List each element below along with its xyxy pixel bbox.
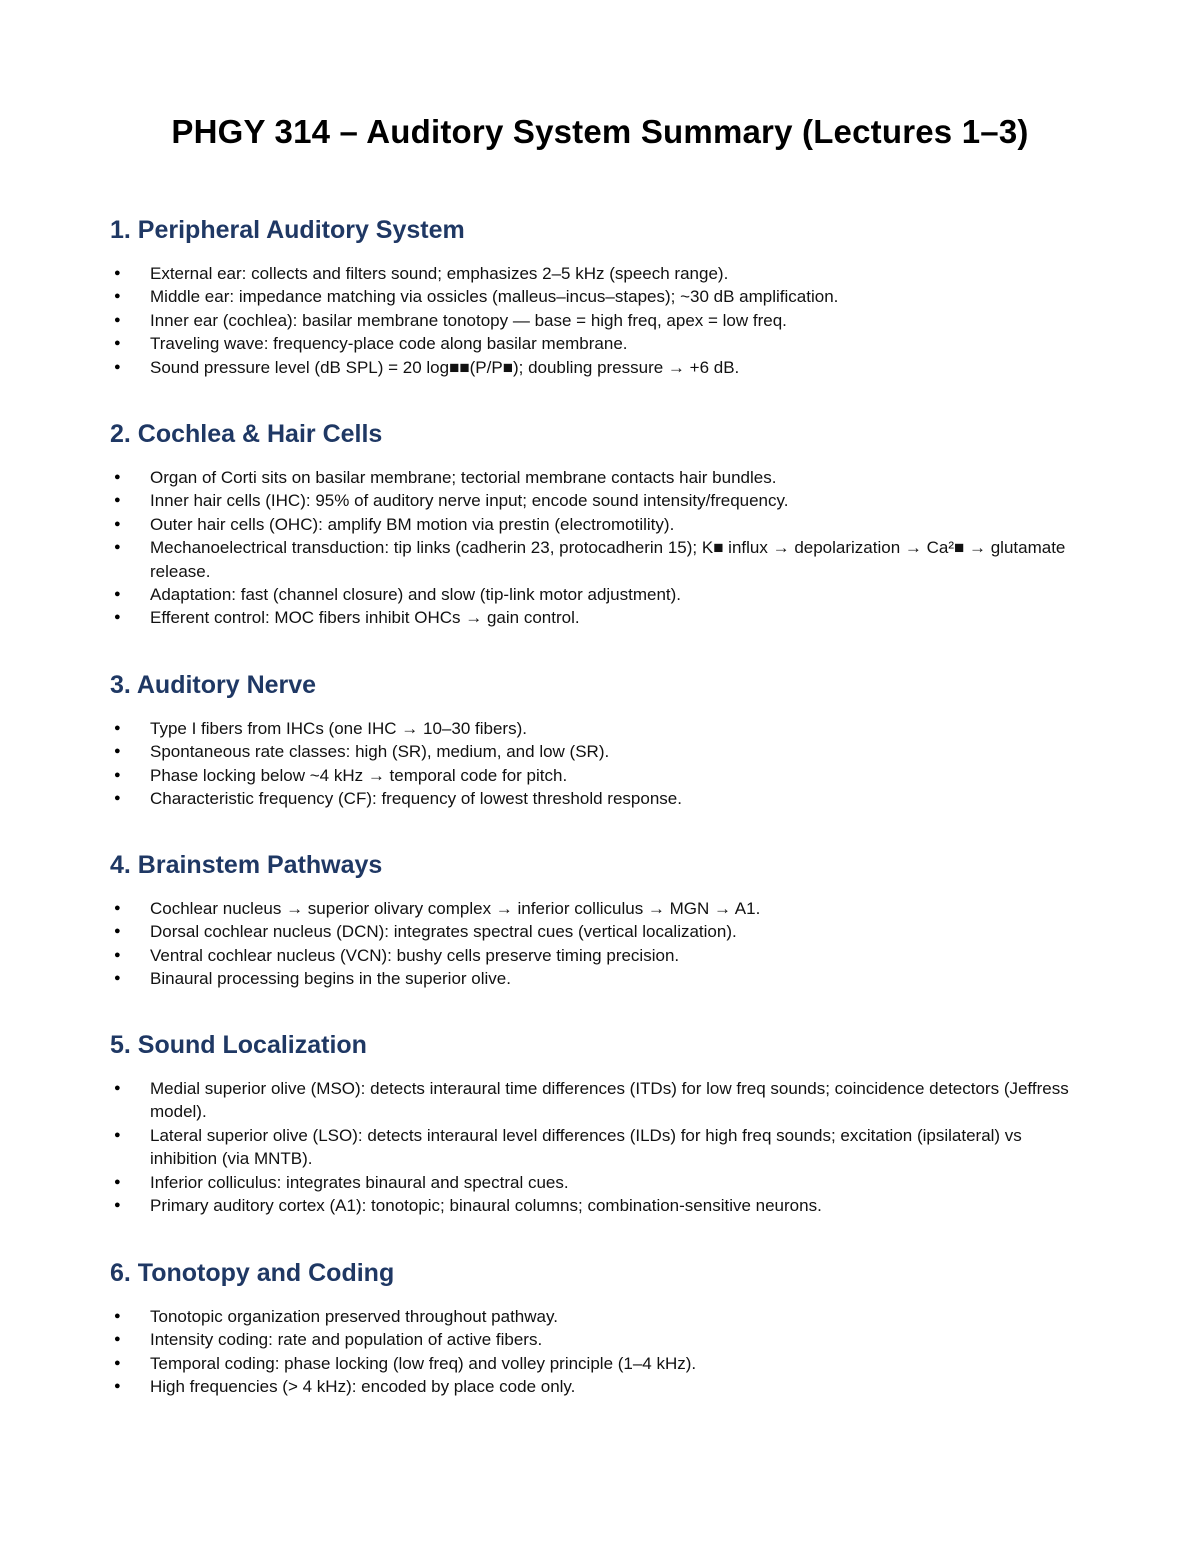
list-item	[110, 332, 1090, 355]
list-item	[110, 944, 1090, 967]
bullet-icon: ●	[114, 471, 121, 483]
list-item-text: Characteristic frequency (CF): frequency of lowest threshold response.	[150, 789, 682, 809]
list-item	[110, 920, 1090, 943]
bullet-icon: ●	[114, 768, 121, 781]
list-item-text: Inner ear (cochlea): basilar membrane tonotopy — base = high freq, apex = low freq.	[150, 310, 787, 330]
list-item	[110, 309, 1090, 332]
list-item	[110, 1352, 1090, 1375]
list-item-text: Efferent control: MOC fibers inhibit OHCs → gain control.	[150, 608, 580, 628]
bullet-icon: ●	[114, 1380, 121, 1393]
bullet-list	[110, 897, 1090, 991]
list-item	[110, 1124, 1090, 1171]
section-tonotopy-and-coding	[110, 1257, 1090, 1399]
list-item-text: Binaural processing begins in the superior olive.	[150, 969, 511, 989]
list-item	[110, 606, 1090, 629]
bullet-icon: ●	[114, 360, 121, 373]
list-item	[110, 536, 1090, 583]
bullet-icon: ●	[114, 313, 121, 326]
bullet-list	[110, 262, 1090, 379]
bullet-list	[110, 1077, 1090, 1217]
bullet-icon: ●	[114, 517, 121, 530]
bullet-icon: ●	[114, 948, 121, 961]
list-item	[110, 1305, 1090, 1328]
bullet-icon: ●	[114, 972, 121, 985]
bullet-icon: ●	[114, 541, 121, 554]
bullet-icon: ●	[114, 1333, 121, 1346]
list-item	[110, 513, 1090, 536]
section-heading: 2. Cochlea & Hair Cells	[110, 420, 383, 448]
list-item-text: Phase locking below ~4 kHz → temporal code for pitch.	[150, 765, 568, 785]
bullet-list	[110, 466, 1090, 630]
list-item	[110, 717, 1090, 740]
bullet-icon: ●	[114, 611, 121, 624]
bullet-list	[110, 717, 1090, 811]
list-item-text: Tonotopic organization preserved throughout pathway.	[150, 1307, 558, 1326]
list-item-text: Lateral superior olive (LSO): detects interaural level differences (ILDs) for high freq sounds; excitation (ipsilateral) vs inhibition (via MNTB).	[150, 1125, 1022, 1169]
list-item	[110, 1077, 1090, 1124]
bullet-icon: ●	[114, 925, 121, 938]
list-item-text: Middle ear: impedance matching via ossicles (malleus–incus–stapes); ~30 dB amplification.	[150, 287, 839, 307]
bullet-icon: ●	[114, 337, 121, 350]
list-item-text: External ear: collects and filters sound; emphasizes 2–5 kHz (speech range).	[150, 264, 729, 283]
section-sound-localization	[110, 1029, 1090, 1217]
bullet-icon: ●	[114, 1356, 121, 1369]
list-item	[110, 356, 1090, 379]
list-item	[110, 740, 1090, 763]
list-item-text: Outer hair cells (OHC): amplify BM motion via prestin (electromotility).	[150, 514, 675, 534]
list-item	[110, 1328, 1090, 1351]
list-item	[110, 262, 1090, 285]
list-item	[110, 285, 1090, 308]
section-auditory-nerve	[110, 669, 1090, 811]
list-item-text: Medial superior olive (MSO): detects interaural time differences (ITDs) for low freq sounds; coincidence detectors (Jeffress model).	[150, 1079, 1069, 1122]
list-item	[110, 1375, 1090, 1398]
section-heading: 1. Peripheral Auditory System	[110, 216, 465, 244]
list-item-text: Organ of Corti sits on basilar membrane; tectorial membrane contacts hair bundles.	[150, 468, 777, 487]
list-item	[110, 1194, 1090, 1217]
list-item-text: Dorsal cochlear nucleus (DCN): integrates spectral cues (vertical localization).	[150, 922, 737, 942]
section-heading: 6. Tonotopy and Coding	[110, 1259, 395, 1287]
bullet-icon: ●	[114, 1199, 121, 1212]
list-item-text: Inner hair cells (IHC): 95% of auditory nerve input; encode sound intensity/frequency.	[150, 491, 789, 511]
list-item-text: High frequencies (> 4 kHz): encoded by place code only.	[150, 1377, 576, 1397]
list-item	[110, 967, 1090, 990]
list-item-text: Spontaneous rate classes: high (SR), medium, and low (SR).	[150, 742, 610, 762]
section-heading: 4. Brainstem Pathways	[110, 851, 383, 879]
list-item	[110, 489, 1090, 512]
section-brainstem-pathways	[110, 849, 1090, 991]
page-title: PHGY 314 – Auditory System Summary (Lectures 1–3)	[171, 113, 1029, 150]
list-item-text: Type I fibers from IHCs (one IHC → 10–30 fibers).	[150, 719, 527, 738]
section-heading: 3. Auditory Nerve	[110, 671, 317, 699]
bullet-icon: ●	[114, 722, 121, 734]
section-heading: 5. Sound Localization	[110, 1031, 367, 1059]
bullet-list	[110, 1305, 1090, 1399]
bullet-icon: ●	[114, 745, 121, 758]
list-item-text: Inferior colliculus: integrates binaural and spectral cues.	[150, 1172, 569, 1192]
list-item-text: Intensity coding: rate and population of active fibers.	[150, 1330, 543, 1350]
bullet-icon: ●	[114, 1128, 121, 1141]
bullet-icon: ●	[114, 267, 121, 279]
bullet-icon: ●	[114, 1175, 121, 1188]
section-peripheral-auditory-system	[110, 214, 1090, 379]
list-item-text: Traveling wave: frequency-place code along basilar membrane.	[150, 334, 628, 354]
list-item-text: Ventral cochlear nucleus (VCN): bushy cells preserve timing precision.	[150, 945, 680, 965]
list-item	[110, 466, 1090, 489]
list-item-text: Sound pressure level (dB SPL) = 20 log■■(P/P■); doubling pressure → +6 dB.	[150, 357, 740, 377]
bullet-icon: ●	[114, 1310, 121, 1322]
bullet-icon: ●	[114, 1082, 121, 1094]
bullet-icon: ●	[114, 902, 121, 914]
bullet-icon: ●	[114, 792, 121, 805]
bullet-icon: ●	[114, 494, 121, 507]
section-cochlea-hair-cells	[110, 418, 1090, 630]
list-item	[110, 764, 1090, 787]
bullet-icon: ●	[114, 290, 121, 303]
list-item-text: Adaptation: fast (channel closure) and slow (tip-link motor adjustment).	[150, 585, 682, 605]
list-item-text: Temporal coding: phase locking (low freq) and volley principle (1–4 kHz).	[150, 1353, 697, 1373]
list-item-text: Mechanoelectrical transduction: tip links (cadherin 23, protocadherin 15); K■ influx → depolarization → Ca²■ → glutamate release.	[150, 538, 1066, 581]
list-item-text: Primary auditory cortex (A1): tonotopic; binaural columns; combination-sensitive neurons.	[150, 1196, 822, 1216]
bullet-icon: ●	[114, 588, 121, 601]
list-item	[110, 897, 1090, 920]
list-item	[110, 787, 1090, 810]
list-item-text: Cochlear nucleus → superior olivary complex → inferior colliculus → MGN → A1.	[150, 899, 761, 918]
list-item	[110, 1171, 1090, 1194]
list-item	[110, 583, 1090, 606]
